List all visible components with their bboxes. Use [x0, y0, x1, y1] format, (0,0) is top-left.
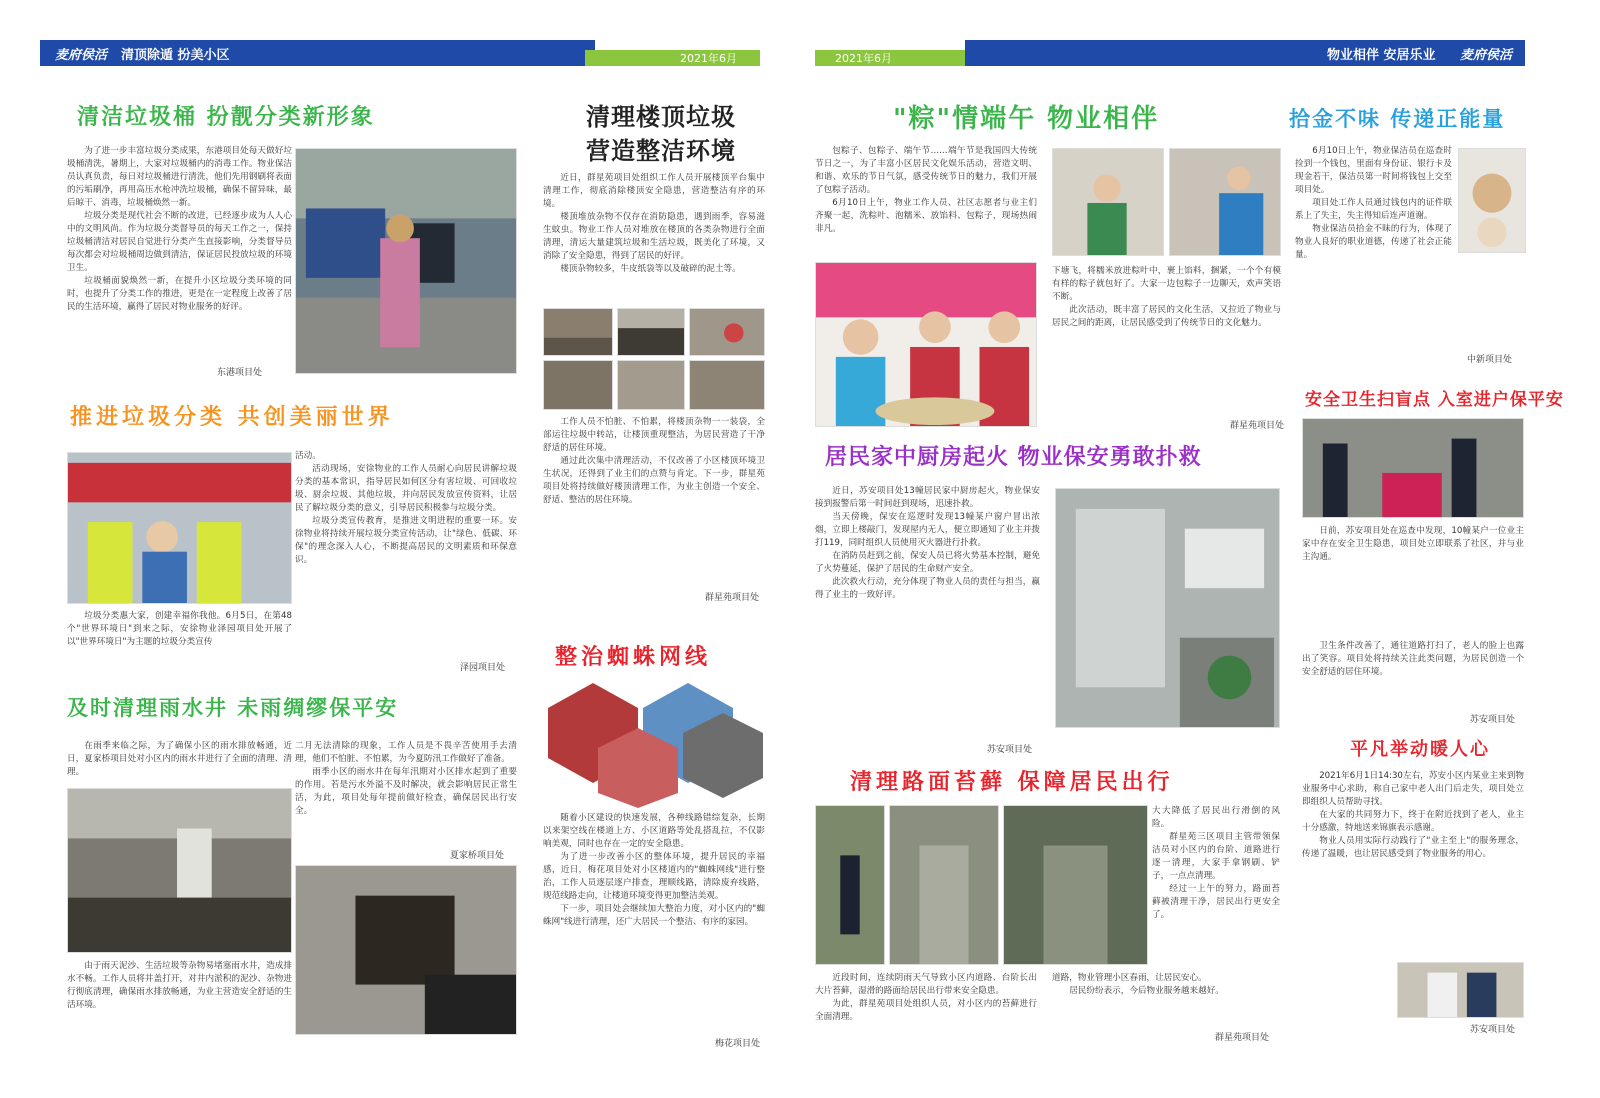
source-label: 梅花项目处	[715, 1039, 761, 1049]
photo-dumpling-1	[1052, 148, 1164, 256]
header-bar-blue	[965, 40, 1525, 66]
photo-hexagon-collage	[543, 678, 765, 808]
paragraph: 大大降低了居民出行滑倒的风险。	[1152, 806, 1280, 829]
paragraph: 通过此次集中清理活动，不仅改善了小区楼顶环境卫生状况，还得到了业主们的点赞与肯定。下一步，群星苑项目处将持续做好楼顶清理工作，为业主创造一个安全、舒适、整洁的居住环境。	[543, 456, 765, 505]
source-label: 群星苑项目处	[1230, 421, 1285, 431]
paragraph: 此次活动，既丰富了居民的文化生活，又拉近了物业与居民之间的距离，让居民感受到了传统节日的文化魅力。	[1052, 305, 1281, 328]
paragraph: 6月10日上午，物业保洁员在巡查时捡到一个钱包，里面有身份证、银行卡及现金若干，保洁员第一时间将钱包上交至项目处。	[1295, 146, 1452, 195]
article-body	[543, 812, 765, 1032]
source-label: 夏家桥项目处	[450, 851, 505, 861]
article-body	[67, 960, 292, 1038]
left-page	[25, 0, 785, 1098]
article-body	[1295, 145, 1452, 355]
paragraph: 卫生条件改善了，通往道路打扫了，老人的脸上也露出了笑容。项目处将持续关注此类问题，为居民创造一个安全舒适的居住环境。	[1302, 641, 1524, 677]
article-body	[815, 145, 1037, 255]
right-page	[815, 0, 1575, 1098]
paragraph: 垃圾分类是现代社会不断的改进，已经逐步成为人人心中的文明风尚。作为垃圾分类督导员的每天工作之一，保持垃圾桶清洁对居民自觉进行分类产生直接影响，分类督导员每次都会对垃圾桶周边做到清洁，保证居民投放垃圾的环境卫生。	[67, 211, 292, 273]
photo-trash-cleaning	[295, 148, 517, 374]
photo-rooftop-1	[543, 308, 613, 356]
paragraph: 为了进一步丰富垃圾分类成果，东港项目处每天做好垃圾桶清洗，暑期上，大家对垃圾桶内的消毒工作。物业保洁员认真负责，每日对垃圾桶进行清洗，他们先用钢刷将表面的污垢刷净，再用高压水枪冲洗垃圾桶，确保不留异味，最后晾干、消毒，垃圾桶焕然一新。	[67, 146, 292, 208]
photo-moss-1	[815, 805, 885, 965]
article-body	[67, 740, 292, 782]
photo-rooftop-6	[689, 360, 765, 410]
photo-moss-2	[889, 805, 999, 965]
paragraph: 垃圾桶面貌焕然一新，在提升小区垃圾分类环境的同时，也提升了分类工作的推进，更是在一定程度上改善了居民的生活环境，赢得了居民对物业服务的好评。	[67, 276, 292, 312]
header-slogan: 清顶除遁 扮美小区	[121, 48, 230, 63]
photo-dumpling-2	[1169, 148, 1281, 256]
paragraph: 包粽子、包粽子、端午节……端午节是我国四大传统节日之一，为了丰富小区居民文化娱乐活动，营造文明、和谐、欢乐的节日气氛，感受传统节日的魅力，我们开展了包粽子活动。	[815, 146, 1037, 195]
photo-rooftop-5	[617, 360, 685, 410]
paragraph: 2021年6月1日14:30左右，苏安小区内某业主来到物业服务中心求助，称自己家中老人出门后走失，项目处立即组织人员帮助寻找。	[1302, 771, 1524, 807]
article-body	[1052, 265, 1281, 415]
article-title: 清理楼顶垃圾 营造整洁环境	[586, 103, 736, 165]
header-logo: 麦府侯活	[55, 48, 108, 63]
paragraph: 居民纷纷表示，今后物业服务越来越好。	[1069, 986, 1224, 996]
article-title: 推进垃圾分类 共创美丽世界	[70, 405, 394, 430]
paragraph: 垃圾分类惠大家，创建幸福你我他。6月5日，在第48个"世界环境日"到来之际，安徐物业泽园项目处开展了以"世界环境日"为主题的垃圾分类宣传	[67, 611, 292, 647]
paragraph: 垃圾分类宣传教育，是推进文明进程的重要一环。安徐物业将持续开展垃圾分类宣传活动，让"绿色、低碳、环保"的理念深入人心，不断提高居民的文明素质和环保意识。	[295, 516, 517, 565]
photo-help-elderly	[1397, 962, 1524, 1018]
paragraph: 经过一上午的努力，路面苔藓被清理干净，居民出行更安全了。	[1152, 884, 1280, 920]
paragraph: 6月10日上午，物业工作人员、社区志愿者与业主们齐聚一起，洗粽叶、泡糯米、放馅料、包粽子，现场热闹非凡。	[815, 198, 1037, 234]
article-title: 清洁垃圾桶 扮靓分类新形象	[77, 105, 375, 130]
paragraph: 为此，群星苑项目处组织人员，对小区内的苔藓进行全面清理。	[815, 999, 1037, 1022]
article-body	[295, 740, 517, 852]
article-body	[1302, 525, 1524, 635]
paragraph: 下塘飞，将糯米放进粽叶中，裹上馅料，捆紧，一个个有模有样的粽子就包好了。大家一边包粽子一边聊天，欢声笑语不断。	[1052, 266, 1281, 302]
photo-kitchen-fire	[1055, 488, 1280, 728]
photo-garbage-sorting-event	[67, 452, 292, 604]
source-label: 中新项目处	[1467, 355, 1513, 365]
paragraph: 日前，苏安项目处在巡查中发现，10幢某户一位业主家中存在安全卫生隐患，项目处立即联系了社区，并与业主沟通。	[1302, 526, 1524, 562]
paragraph: 由于雨天泥沙、生活垃圾等杂物易堵塞雨水井，造成排水不畅。工作人员将井盖打开，对井内淤积的泥沙、杂物进行彻底清理，确保雨水排放畅通，为业主营造安全舒适的生活环境。	[67, 961, 292, 1010]
source-label: 东港项目处	[217, 368, 263, 378]
source-label: 泽园项目处	[460, 663, 506, 673]
photo-rooftop-2	[617, 308, 685, 356]
photo-safety-check	[1302, 418, 1524, 518]
paragraph: 近日，群星苑项目处组织工作人员开展楼顶平台集中清理工作，彻底消除楼顶安全隐患，营造整洁有序的环境。	[543, 173, 765, 209]
paragraph: 二月无法清除的现象，工作人员是不畏辛苦使用手去清理，他们不怕脏、不怕累，为今夏防汛工作做好了准备。	[295, 741, 517, 764]
photo-rooftop-3	[689, 308, 765, 356]
paragraph: 近段时间，连续阴雨天气导致小区内道路、台阶长出大片苔藓，湿滑的路面给居民出行带来安全隐患。	[815, 973, 1037, 996]
paragraph: 在雨季来临之际，为了确保小区的雨水排放畅通，近日，夏家桥项目处对小区内的雨水井进行了全面的清理、清理。	[67, 741, 292, 777]
paragraph: 此次救火行动，充分体现了物业人员的责任与担当，赢得了业主的一致好评。	[815, 577, 1040, 600]
article-body	[67, 610, 292, 655]
header-date: 2021年6月	[680, 52, 737, 65]
article-title: 安全卫生扫盲点 入室进户保平安	[1305, 390, 1564, 410]
article-title: 及时清理雨水井 未雨绸缪保平安	[67, 696, 399, 720]
paragraph: 活动。	[295, 451, 321, 461]
paragraph: 当天傍晚，保安在巡逻时发现13幢某户窗户冒出浓烟，立即上楼敲门，发现屋内无人，便立即通知了业主并拨打119，同时组织人员使用灭火器进行扑救。	[815, 512, 1040, 548]
paragraph: 物业人员用实际行动践行了"业主至上"的服务理念，传递了温暖，也让居民感受到了物业服务的用心。	[1302, 836, 1524, 859]
paragraph: 为了进一步改善小区的整体环境，提升居民的幸福感，近日，梅花项目处对小区楼道内的"蜘蛛网线"进行整治，工作人员逐层逐户排查，理顺线路，清除废弃线路，规范线路走向，让楼道环境变得更加整洁美观。	[543, 852, 765, 901]
paragraph: 下一步，项目处会继续加大整治力度，对小区内的"蜘蛛网"线进行清理，还广大居民一个整洁、有序的家园。	[543, 904, 765, 927]
source-label: 群星苑项目处	[705, 593, 760, 603]
article-body	[1302, 770, 1524, 960]
paragraph: 楼顶堆放杂物不仅存在消防隐患，遇到雨季，容易滋生蚊虫。物业工作人员对堆放在楼顶的各类杂物进行全面清理，清运大量建筑垃圾和生活垃圾，既美化了环境，又消除了安全隐患，得到了居民的好评。	[543, 212, 765, 261]
article-title: 居民家中厨房起火 物业保安勇敢扑救	[825, 445, 1202, 470]
photo-manhole	[295, 865, 517, 1035]
right-header	[815, 40, 1575, 66]
paragraph: 在消防员赶到之前，保安人员已将火势基本控制，避免了火势蔓延，保护了居民的生命财产安全。	[815, 551, 1040, 574]
photo-dumpling-main	[815, 262, 1037, 427]
paragraph: 随着小区建设的快速发展，各种线路错综复杂，长期以来架空线在楼道上方、小区道路等处乱搭乱拉，不仅影响美观，同时也存在一定的安全隐患。	[543, 813, 765, 849]
article-body	[1152, 805, 1280, 973]
header-logo: 麦府侯活	[1460, 48, 1513, 63]
paragraph: 活动现场，安徐物业的工作人员耐心向居民讲解垃圾分类的基本常识，指导居民如何区分有害垃圾、可回收垃圾、厨余垃圾、其他垃圾，并向居民发放宣传资料，让居民了解垃圾分类的意义，引导居民积极参与垃圾分类。	[295, 464, 517, 513]
article-body	[543, 172, 765, 302]
paragraph: 工作人员不怕脏、不怕累，将楼顶杂物一一装袋，全部运往垃圾中转站，让楼顶重现整洁，为居民营造了干净舒适的居住环境。	[543, 417, 765, 453]
article-body	[543, 416, 765, 581]
photo-drain-cleaning	[67, 788, 292, 953]
source-label: 苏安项目处	[987, 745, 1033, 755]
paragraph: 项目处工作人员通过钱包内的证件联系上了失主，失主得知后连声道谢。	[1295, 198, 1452, 221]
paragraph: 在大家的共同努力下，终于在附近找到了老人，业主十分感激，特地送来锦旗表示感谢。	[1302, 810, 1524, 833]
header-slogan: 物业相伴 安居乐业	[1327, 48, 1436, 63]
article-title: 拾金不味 传递正能量	[1289, 107, 1506, 131]
article-title: 平凡举动暖人心	[1350, 739, 1490, 760]
photo-wallet	[1458, 148, 1526, 253]
paragraph: 近日，苏安项目处13幢居民家中厨房起火，物业保安接到报警后第一时间赶到现场，迅速扑救。	[815, 486, 1040, 509]
article-body	[295, 450, 517, 650]
header-date: 2021年6月	[835, 52, 892, 65]
article-title: 整治蜘蛛网线	[555, 645, 712, 670]
paragraph: 楼顶杂物较多，牛皮纸袋等以及破碎的泥土等。	[560, 264, 741, 274]
paragraph: 道路，物业管理小区春雨，让居民安心。	[1052, 973, 1207, 983]
photo-rooftop-4	[543, 360, 613, 410]
paragraph: 群星苑三区项目主管带领保洁员对小区内的台阶、道路进行逐一清理，大家手拿钢刷、铲子，一点点清理。	[1152, 832, 1280, 881]
article-body	[67, 145, 292, 360]
article-body	[1052, 972, 1280, 1024]
paragraph: 雨季小区的雨水井在每年汛期对小区排水起到了重要的作用。若是污水外溢不及时解决，就会影响居民正常生活，为此，项目处每年提前做好检查，确保居民出行安全。	[295, 767, 517, 816]
article-body	[815, 972, 1037, 1042]
source-label: 苏安项目处	[1470, 715, 1516, 725]
left-header	[25, 40, 785, 66]
article-body	[815, 485, 1040, 735]
paragraph: 物业保洁员拾金不昧的行为，体现了物业人良好的职业道德，传递了社会正能量。	[1295, 224, 1452, 260]
source-label: 群星苑项目处	[1215, 1033, 1270, 1043]
article-title: 清理路面苔藓 保障居民出行	[850, 770, 1174, 795]
article-body	[1302, 640, 1524, 708]
photo-moss-3	[1003, 805, 1148, 965]
article-title: "粽"情端午 物业相伴	[893, 104, 1160, 134]
source-label: 苏安项目处	[1470, 1025, 1516, 1035]
